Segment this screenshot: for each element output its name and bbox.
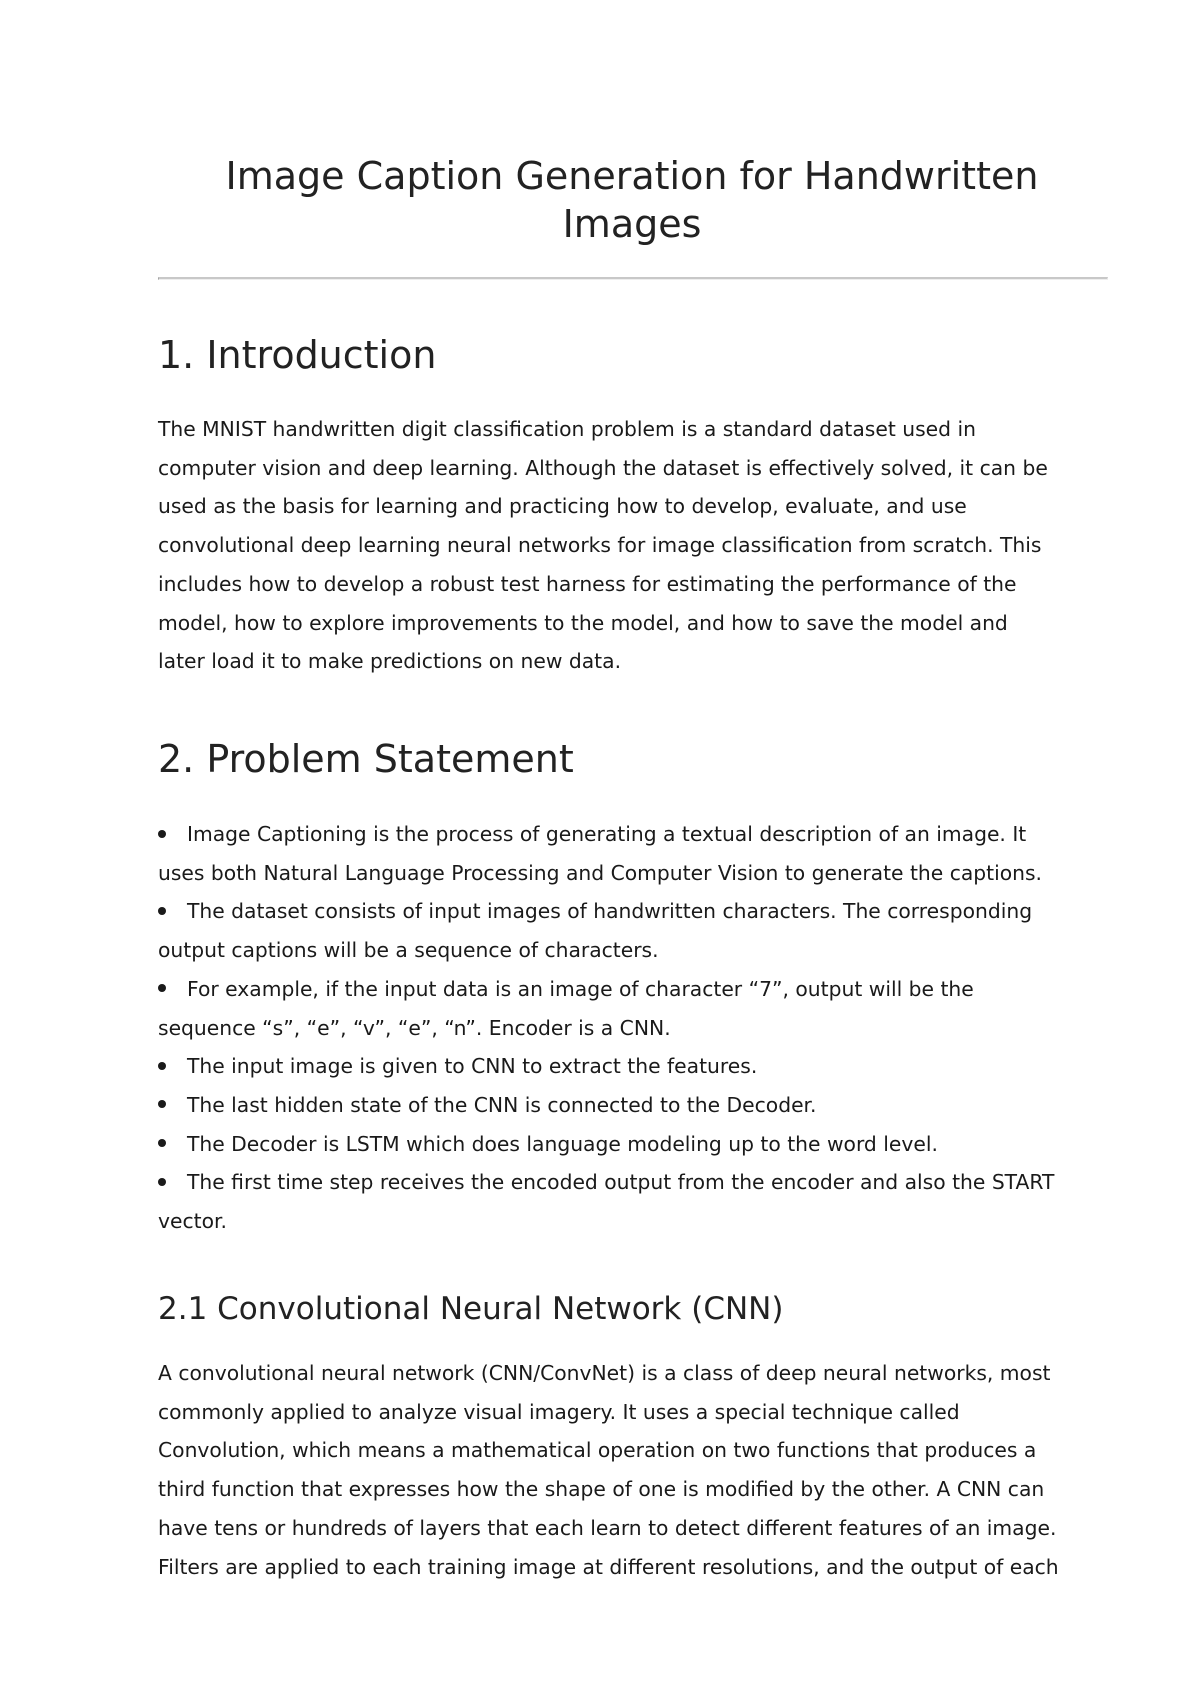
bullet-icon (158, 830, 166, 838)
list-item (158, 892, 1106, 931)
bullet-icon (158, 1062, 166, 1070)
text-line: Convolution, which means a mathematical operation on two functions that produces a (158, 1438, 1037, 1463)
title-line-1: Image Caption Generation for Handwritten (225, 154, 1039, 198)
title-divider (158, 277, 1108, 280)
list-item-text: The dataset consists of input images of handwritten characters. The corresponding (187, 899, 1033, 924)
list-item-text: For example, if the input data is an image of character “7”, output will be the (187, 976, 974, 1001)
bullet-icon (158, 1100, 166, 1108)
text-line: convolutional deep learning neural networks for image classification from scratch. This (158, 533, 1042, 558)
list-item (158, 1125, 1106, 1164)
list-item (158, 1163, 1106, 1202)
list-item-text: The first time step receives the encoded output from the encoder and also the START (187, 1170, 1055, 1195)
text-line: Filters are applied to each training image at different resolutions, and the output of each (158, 1554, 1059, 1579)
paragraph-introduction (158, 410, 1106, 681)
list-item-continuation: vector. (158, 1209, 227, 1234)
text-line: A convolutional neural network (CNN/ConvNet) is a class of deep neural networks, most (158, 1361, 1051, 1385)
heading-introduction: 1. Introduction (158, 333, 437, 377)
list-item-text: Image Captioning is the process of generating a textual description of an image. It (187, 822, 1027, 846)
bullet-icon (158, 984, 166, 992)
paragraph-cnn (158, 1354, 1106, 1586)
heading-problem-statement: 2. Problem Statement (158, 737, 574, 781)
text-line: model, how to explore improvements to the model, and how to save the model and (158, 610, 1008, 635)
text-line: third function that expresses how the shape of one is modified by the other. A CNN can (158, 1477, 1045, 1502)
list-item (158, 1047, 1106, 1086)
bullet-icon (158, 1178, 166, 1186)
heading-cnn: 2.1 Convolutional Neural Network (CNN) (158, 1291, 784, 1327)
list-item (158, 815, 1106, 854)
list-item-continuation: uses both Natural Language Processing and Computer Vision to generate the captions. (158, 860, 1043, 885)
text-line: includes how to develop a robust test harness for estimating the performance of the (158, 571, 1017, 596)
problem-bullet-list (158, 815, 1106, 1241)
list-item (158, 1086, 1106, 1125)
text-line: have tens or hundreds of layers that each learn to detect different features of an image. (158, 1515, 1057, 1540)
list-item-continuation: output captions will be a sequence of characters. (158, 938, 659, 963)
document-title (158, 152, 1106, 248)
text-line: computer vision and deep learning. Although the dataset is effectively solved, it can be (158, 455, 1048, 480)
bullet-icon (158, 1139, 166, 1147)
text-line: used as the basis for learning and practicing how to develop, evaluate, and use (158, 494, 967, 519)
text-line: later load it to make predictions on new data. (158, 649, 622, 674)
bullet-icon (158, 907, 166, 915)
text-line: commonly applied to analyze visual imagery. It uses a special technique called (158, 1399, 960, 1424)
text-line: The MNIST handwritten digit classification problem is a standard dataset used in (158, 417, 976, 441)
list-item-text: The Decoder is LSTM which does language modeling up to the word level. (187, 1131, 938, 1156)
list-item (158, 970, 1106, 1009)
list-item-continuation: sequence “s”, “e”, “v”, “e”, “n”. Encoder is a CNN. (158, 1015, 671, 1040)
title-line-2: Images (562, 202, 702, 246)
list-item-text: The input image is given to CNN to extract the features. (187, 1054, 758, 1079)
list-item-text: The last hidden state of the CNN is connected to the Decoder. (187, 1092, 817, 1117)
